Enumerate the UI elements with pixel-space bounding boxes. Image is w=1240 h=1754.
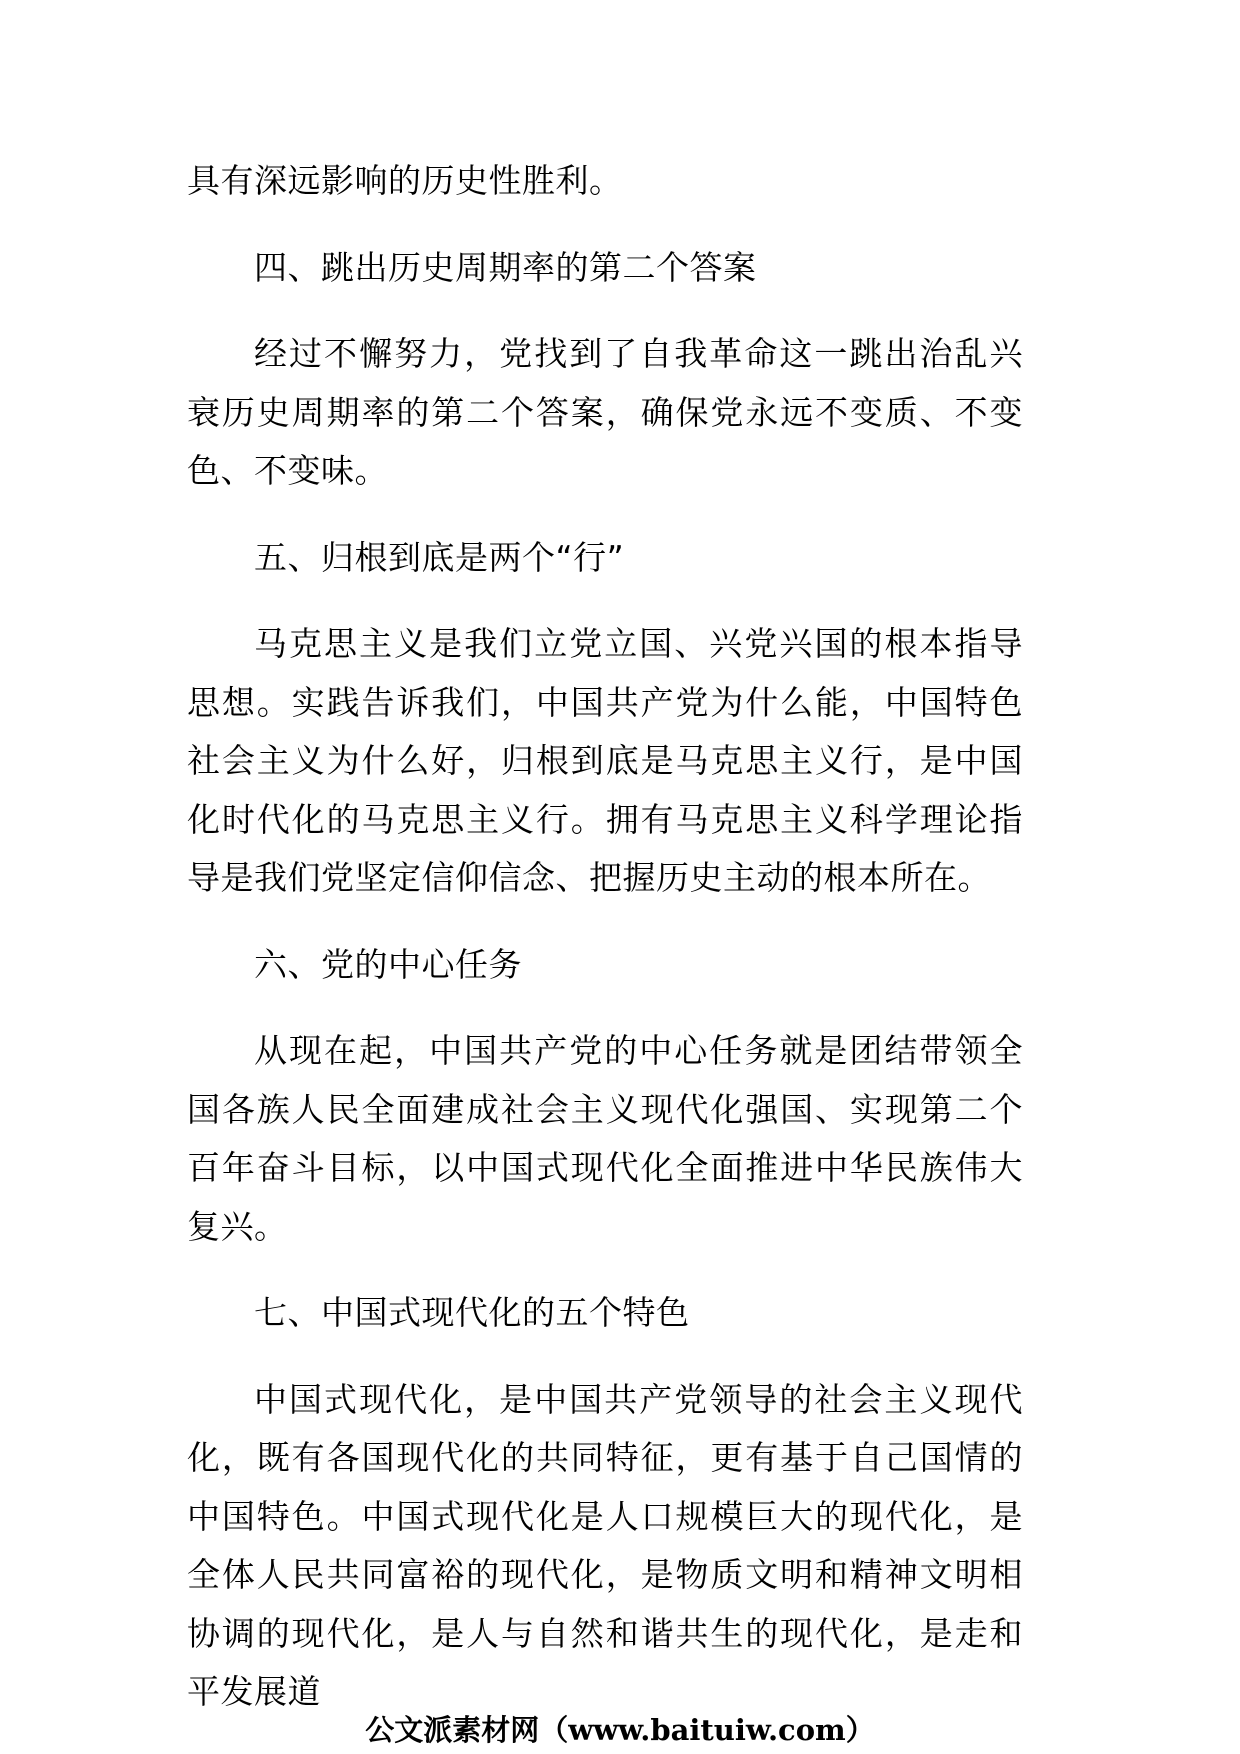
paragraph-continuation: 具有深远影响的历史性胜利。 — [187, 161, 623, 200]
section-heading-6: 六、党的中心任务 — [254, 944, 522, 984]
paragraph-section-4: 经过不懈努力，党找到了自我革命这一跳出治乱兴衰历史周期率的第二个答案，确保党永远不变质、不变色、不变味。 — [187, 334, 1023, 490]
paragraph-section-7: 中国式现代化，是中国共产党领导的社会主义现代化，既有各国现代化的共同特征，更有基于自己国情的中国特色。中国式现代化是人口规模巨大的现代化，是全体人民共同富裕的现代化，是物质文明和精神文明相协调的现代化，是人与自然和谐共生的现代化，是走和平发展道 — [187, 1379, 1023, 1711]
section-heading-7: 七、中国式现代化的五个特色 — [254, 1293, 690, 1332]
section-heading-4: 四、跳出历史周期率的第二个答案 — [254, 247, 757, 287]
section-heading-5: 五、归根到底是两个“行” — [254, 537, 625, 577]
document-body — [187, 152, 1023, 1722]
paragraph-section-5: 马克思主义是我们立党立国、兴党兴国的根本指导思想。实践告诉我们，中国共产党为什么能，中国特色社会主义为什么好，归根到底是马克思主义行，是中国化时代化的马克思主义行。拥有马克思主义科学理论指导是我们党坚定信仰信念、把握历史主动的根本所在。 — [187, 624, 1023, 897]
footer-watermark: 公文派素材网（www.baituiw.com） — [365, 1713, 875, 1747]
paragraph-section-6: 从现在起，中国共产党的中心任务就是团结带领全国各族人民全面建成社会主义现代化强国、实现第二个百年奋斗目标，以中国式现代化全面推进中华民族伟大复兴。 — [187, 1031, 1023, 1246]
